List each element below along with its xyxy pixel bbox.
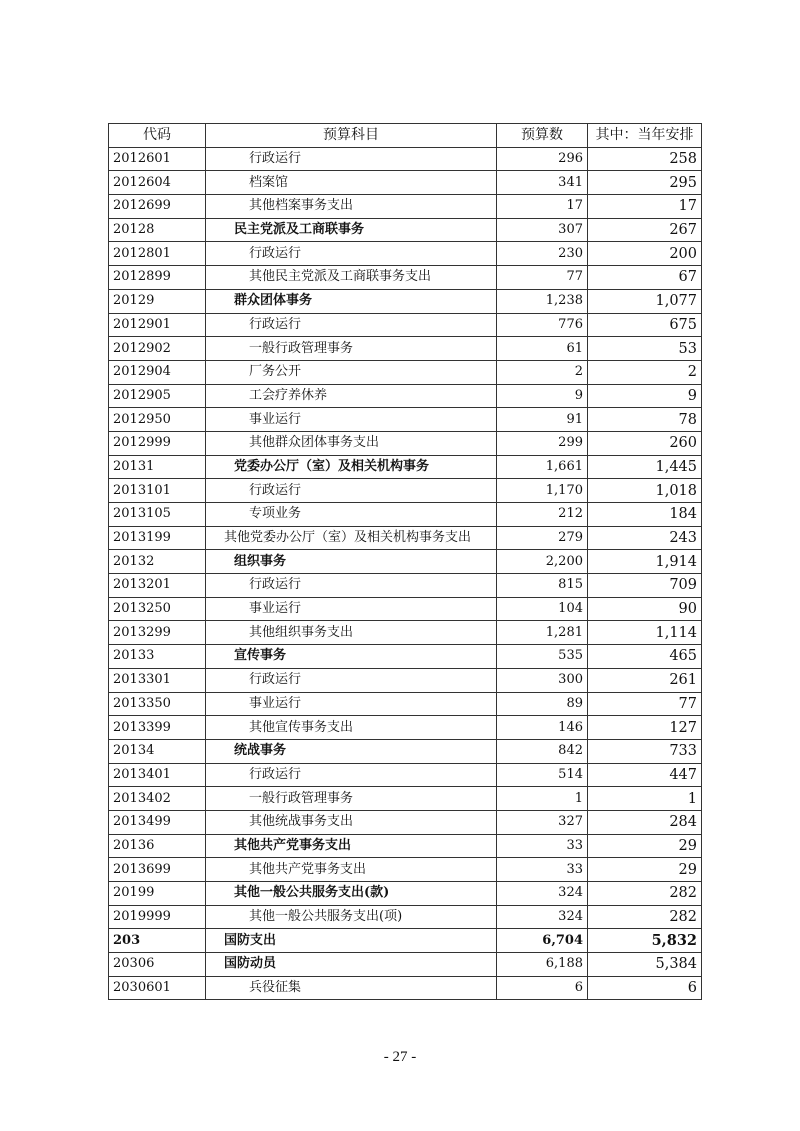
row-current-year: 184 [588,503,702,527]
row-budget: 77 [497,266,588,290]
row-budget: 212 [497,503,588,527]
table-row [109,858,702,882]
row-code: 20134 [109,739,206,763]
table-row [109,953,702,977]
table-row [109,218,702,242]
table-row [109,929,702,953]
header-current-year: 其中：当年安排 [588,124,702,148]
row-budget: 514 [497,763,588,787]
row-code: 2012902 [109,337,206,361]
row-subject: 宣传事务 [206,645,497,669]
row-budget: 1,238 [497,289,588,313]
row-code: 2013399 [109,716,206,740]
table-row [109,763,702,787]
row-current-year: 261 [588,668,702,692]
row-code: 2012901 [109,313,206,337]
table-row [109,147,702,171]
row-code: 2013350 [109,692,206,716]
row-current-year: 1,914 [588,550,702,574]
row-current-year: 284 [588,810,702,834]
row-subject: 其他民主党派及工商联事务支出 [206,266,497,290]
row-budget: 2,200 [497,550,588,574]
table-row [109,384,702,408]
row-budget: 2 [497,360,588,384]
row-budget: 324 [497,882,588,906]
row-code: 2012604 [109,171,206,195]
row-subject: 行政运行 [206,242,497,266]
row-budget: 1,170 [497,479,588,503]
table-row [109,716,702,740]
row-subject: 厂务公开 [206,360,497,384]
row-current-year: 200 [588,242,702,266]
header-row [109,124,702,148]
table-row [109,787,702,811]
table-row [109,574,702,598]
row-budget: 17 [497,195,588,219]
row-subject: 其他共产党事务支出 [206,858,497,882]
table-row [109,621,702,645]
row-subject: 其他档案事务支出 [206,195,497,219]
row-subject: 党委办公厅（室）及相关机构事务 [206,455,497,479]
row-current-year: 5,832 [588,929,702,953]
row-budget: 776 [497,313,588,337]
row-subject: 行政运行 [206,479,497,503]
row-budget: 296 [497,147,588,171]
row-current-year: 29 [588,834,702,858]
row-code: 2012699 [109,195,206,219]
row-subject: 群众团体事务 [206,289,497,313]
row-code: 2012950 [109,408,206,432]
row-code: 2012801 [109,242,206,266]
table-row [109,479,702,503]
row-subject: 其他组织事务支出 [206,621,497,645]
row-current-year: 709 [588,574,702,598]
table-row [109,526,702,550]
row-current-year: 1,114 [588,621,702,645]
table-row [109,289,702,313]
table-body [109,147,702,1000]
row-subject: 工会疗养休养 [206,384,497,408]
table-row [109,503,702,527]
row-code: 2012601 [109,147,206,171]
row-current-year: 77 [588,692,702,716]
budget-table [108,123,702,1000]
row-code: 2013401 [109,763,206,787]
row-budget: 1,281 [497,621,588,645]
row-subject: 专项业务 [206,503,497,527]
row-budget: 1 [497,787,588,811]
row-current-year: 17 [588,195,702,219]
row-budget: 815 [497,574,588,598]
row-current-year: 67 [588,266,702,290]
table-row [109,313,702,337]
table-row [109,360,702,384]
header-code: 代码 [109,124,206,148]
row-subject: 其他一般公共服务支出(项) [206,905,497,929]
table-row [109,739,702,763]
row-current-year: 53 [588,337,702,361]
row-code: 20129 [109,289,206,313]
row-budget: 6,188 [497,953,588,977]
row-subject: 国防支出 [206,929,497,953]
row-code: 20133 [109,645,206,669]
row-budget: 6 [497,976,588,1000]
row-current-year: 5,384 [588,953,702,977]
row-code: 2013699 [109,858,206,882]
row-budget: 535 [497,645,588,669]
row-subject: 档案馆 [206,171,497,195]
row-budget: 91 [497,408,588,432]
header-budget: 预算数 [497,124,588,148]
row-current-year: 243 [588,526,702,550]
row-code: 2019999 [109,905,206,929]
table-row [109,242,702,266]
row-subject: 其他共产党事务支出 [206,834,497,858]
row-subject: 行政运行 [206,763,497,787]
row-code: 2012904 [109,360,206,384]
row-subject: 统战事务 [206,739,497,763]
row-subject: 国防动员 [206,953,497,977]
row-budget: 842 [497,739,588,763]
row-current-year: 127 [588,716,702,740]
row-code: 2012899 [109,266,206,290]
table-row [109,171,702,195]
row-budget: 146 [497,716,588,740]
row-current-year: 260 [588,431,702,455]
row-subject: 行政运行 [206,313,497,337]
row-subject: 事业运行 [206,597,497,621]
row-budget: 341 [497,171,588,195]
table-row [109,692,702,716]
row-budget: 9 [497,384,588,408]
row-code: 2013199 [109,526,206,550]
row-subject: 组织事务 [206,550,497,574]
table-header [109,124,702,148]
row-code: 2012999 [109,431,206,455]
row-subject: 事业运行 [206,408,497,432]
row-code: 2012905 [109,384,206,408]
row-code: 2013105 [109,503,206,527]
row-subject: 其他统战事务支出 [206,810,497,834]
row-budget: 230 [497,242,588,266]
row-subject: 其他一般公共服务支出(款) [206,882,497,906]
row-budget: 299 [497,431,588,455]
row-current-year: 267 [588,218,702,242]
row-current-year: 9 [588,384,702,408]
table-row [109,408,702,432]
table-row [109,882,702,906]
row-budget: 33 [497,834,588,858]
row-code: 2013250 [109,597,206,621]
row-current-year: 1,445 [588,455,702,479]
row-subject: 其他党委办公厅（室）及相关机构事务支出 [206,526,497,550]
row-budget: 1,661 [497,455,588,479]
table-row [109,431,702,455]
row-subject: 行政运行 [206,668,497,692]
row-budget: 61 [497,337,588,361]
row-code: 20199 [109,882,206,906]
row-subject: 其他宣传事务支出 [206,716,497,740]
row-subject: 行政运行 [206,147,497,171]
table-row [109,905,702,929]
row-subject: 民主党派及工商联事务 [206,218,497,242]
row-code: 203 [109,929,206,953]
row-code: 20131 [109,455,206,479]
row-current-year: 1,077 [588,289,702,313]
row-budget: 324 [497,905,588,929]
row-code: 20128 [109,218,206,242]
row-code: 2013499 [109,810,206,834]
table-row [109,668,702,692]
row-current-year: 6 [588,976,702,1000]
row-subject: 一般行政管理事务 [206,787,497,811]
row-current-year: 1,018 [588,479,702,503]
header-subject: 预算科目 [206,124,497,148]
table-row [109,834,702,858]
row-budget: 300 [497,668,588,692]
row-current-year: 675 [588,313,702,337]
row-code: 20132 [109,550,206,574]
row-current-year: 733 [588,739,702,763]
row-budget: 327 [497,810,588,834]
table-row [109,976,702,1000]
row-current-year: 90 [588,597,702,621]
row-current-year: 282 [588,905,702,929]
row-current-year: 258 [588,147,702,171]
table-row [109,645,702,669]
table-row [109,195,702,219]
row-code: 2013101 [109,479,206,503]
row-subject: 行政运行 [206,574,497,598]
row-budget: 6,704 [497,929,588,953]
page-number: - 27 - [383,1049,417,1065]
row-current-year: 29 [588,858,702,882]
row-code: 2013402 [109,787,206,811]
row-budget: 307 [497,218,588,242]
row-current-year: 282 [588,882,702,906]
row-current-year: 2 [588,360,702,384]
row-subject: 事业运行 [206,692,497,716]
row-budget: 33 [497,858,588,882]
row-budget: 279 [497,526,588,550]
table-row [109,266,702,290]
row-subject: 其他群众团体事务支出 [206,431,497,455]
row-current-year: 447 [588,763,702,787]
row-code: 20306 [109,953,206,977]
row-current-year: 295 [588,171,702,195]
table-row [109,597,702,621]
row-current-year: 465 [588,645,702,669]
row-subject: 一般行政管理事务 [206,337,497,361]
row-code: 2030601 [109,976,206,1000]
table-row [109,455,702,479]
row-code: 2013299 [109,621,206,645]
row-code: 20136 [109,834,206,858]
row-code: 2013201 [109,574,206,598]
row-budget: 89 [497,692,588,716]
row-current-year: 1 [588,787,702,811]
row-current-year: 78 [588,408,702,432]
table-row [109,337,702,361]
row-budget: 104 [497,597,588,621]
row-code: 2013301 [109,668,206,692]
table-row [109,550,702,574]
table-row [109,810,702,834]
row-subject: 兵役征集 [206,976,497,1000]
